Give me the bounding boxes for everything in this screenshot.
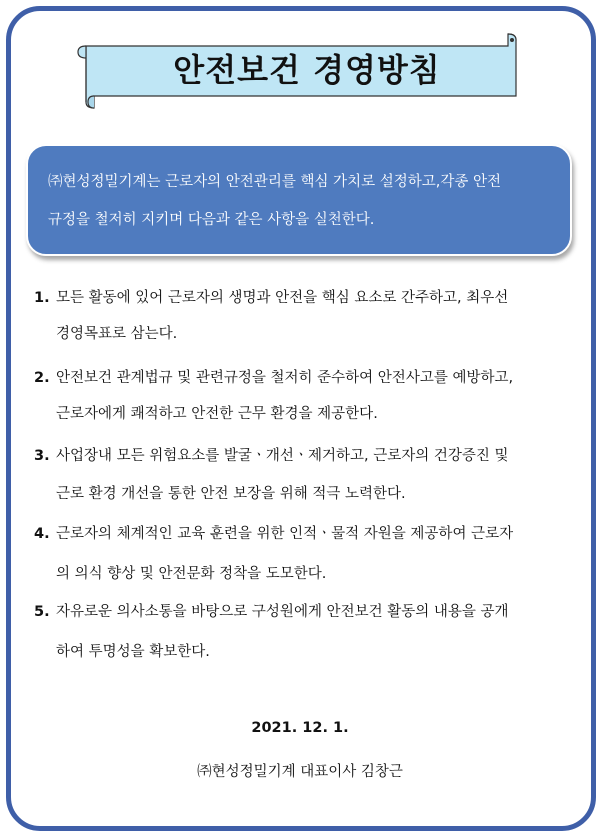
page-title: 안전보건 경영방침 [173, 51, 441, 89]
intro-line-1: ㈜현성정밀기계는 근로자의 안전관리를 핵심 가치로 설정하고,각종 안전 [48, 174, 501, 190]
date: 2021. 12. 1. [251, 720, 349, 736]
intro-box [26, 144, 572, 256]
principle-text-line-1: 근로자의 체계적인 교육 훈련을 위한 인적ㆍ물적 자원을 제공하여 근로자 [56, 526, 514, 542]
principle-text-line-1: 자유로운 의사소통을 바탕으로 구성원에게 안전보건 활동의 내용을 공개 [56, 604, 509, 620]
principle-text-line-1: 모든 활동에 있어 근로자의 생명과 안전을 핵심 요소로 간주하고, 최우선 [56, 290, 509, 306]
principle-text-line-2: 의 의식 향상 및 안전문화 정착을 도모한다. [56, 566, 327, 582]
principle-number: 2. [34, 370, 50, 386]
principle-text-line-2: 경영목표로 삼는다. [56, 326, 178, 342]
intro-line-2: 규정을 철저히 지키며 다음과 같은 사항을 실천한다. [48, 212, 375, 228]
principle-text-line-1: 사업장내 모든 위험요소를 발굴ㆍ개선ㆍ제거하고, 근로자의 건강증진 및 [56, 448, 509, 464]
principle-text-line-1: 안전보건 관계법규 및 관련규정을 철저히 준수하여 안전사고를 예방하고, [56, 370, 514, 386]
principle-text-line-2: 근로 환경 개선을 통한 안전 보장을 위해 적극 노력한다. [56, 486, 406, 502]
principle-number: 5. [34, 604, 50, 620]
principle-number: 1. [34, 290, 50, 306]
signature-line: ㈜현성정밀기계 대표이사 김창근 [197, 764, 403, 780]
principle-number: 3. [34, 448, 50, 464]
principle-text-line-2: 근로자에게 쾌적하고 안전한 근무 환경을 제공한다. [56, 406, 378, 422]
principle-text-line-2: 하여 투명성을 확보한다. [56, 644, 210, 660]
principle-number: 4. [34, 526, 50, 542]
